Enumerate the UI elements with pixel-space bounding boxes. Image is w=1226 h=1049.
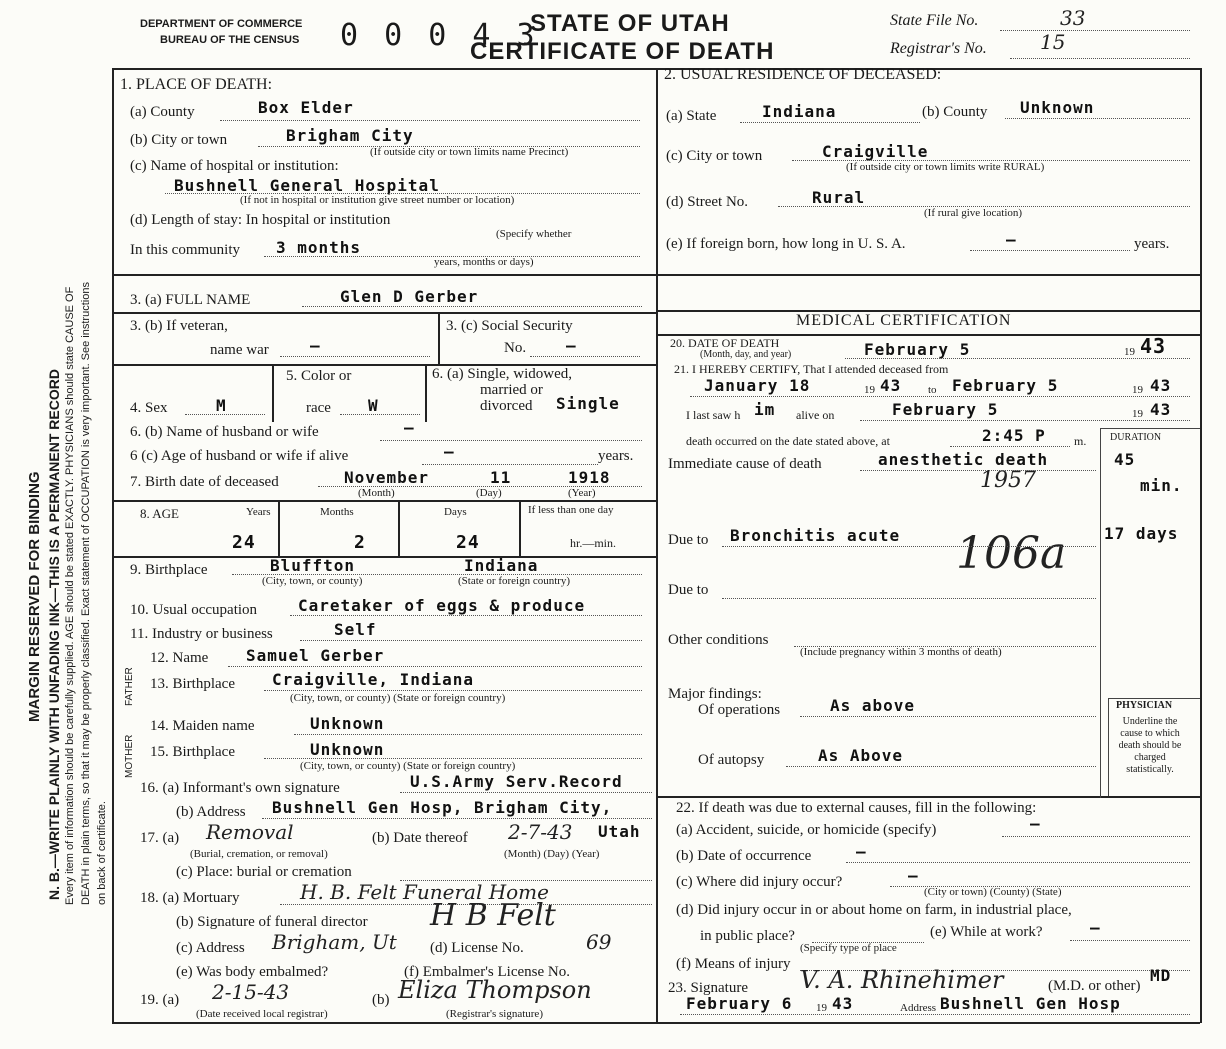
marital-label-3: divorced bbox=[480, 398, 533, 414]
dept-line-1: DEPARTMENT OF COMMERCE bbox=[140, 18, 303, 30]
received-label: 19. (a) bbox=[140, 992, 180, 1008]
res-county-label: (b) County bbox=[922, 104, 988, 120]
physician-sig-year-prefix: 19 bbox=[816, 1002, 827, 1014]
operations-label: Of operations bbox=[698, 702, 781, 718]
disposition-value: Removal bbox=[206, 820, 294, 844]
physician-address-label: Address bbox=[900, 1002, 937, 1014]
due-to-2-label: Due to bbox=[668, 582, 709, 598]
disposition-note: (Burial, cremation, or removal) bbox=[190, 848, 328, 860]
father-side-label: FATHER bbox=[124, 667, 135, 706]
margin-instructions-2: DEATH in plain terms, so that it may be properly classified. Exact statement of OCCUPATION is very important. See instructions bbox=[80, 282, 92, 905]
birth-date-label: 7. Birth date of deceased bbox=[130, 474, 279, 490]
state-heading: STATE OF UTAH bbox=[530, 10, 730, 37]
residence-heading: 2. USUAL RESIDENCE OF DECEASED: bbox=[664, 66, 942, 83]
external-e-label: (e) While at work? bbox=[930, 924, 1043, 940]
father-birth-value: Craigville, Indiana bbox=[272, 670, 475, 689]
external-f-label: (f) Means of injury bbox=[676, 956, 791, 972]
attended-from-year: 43 bbox=[880, 376, 902, 395]
age-years: 24 bbox=[232, 532, 256, 553]
war-value: — bbox=[310, 336, 321, 355]
mortuary-value: H. B. Felt Funeral Home bbox=[300, 880, 549, 904]
ss-no-label: No. bbox=[504, 340, 527, 356]
external-e-value: — bbox=[1090, 918, 1101, 937]
immediate-label: Immediate cause of death bbox=[668, 456, 822, 472]
operations-value: As above bbox=[830, 696, 916, 715]
age-days: 24 bbox=[456, 532, 480, 553]
spouse-age-value: — bbox=[444, 442, 455, 461]
father-name-label: 12. Name bbox=[150, 650, 209, 666]
full-name-label: 3. (a) FULL NAME bbox=[130, 292, 251, 308]
due-to-1-code: 106a bbox=[956, 528, 1067, 579]
physician-sig-label: 23. Signature bbox=[668, 980, 748, 996]
certify-label: 21. I HEREBY CERTIFY, That I attended deceased from bbox=[674, 362, 949, 376]
birth-month: November bbox=[344, 468, 430, 487]
disposition-date-note: (Month) (Day) (Year) bbox=[504, 848, 600, 860]
time-label: death occurred on the date stated above, at bbox=[686, 434, 890, 448]
birthplace-state: Indiana bbox=[464, 556, 539, 575]
registrar-value: 15 bbox=[1040, 30, 1066, 54]
to-label: to bbox=[928, 384, 937, 396]
mother-birth-label: 15. Birthplace bbox=[150, 744, 235, 760]
margin-ink-notice: N. B.—WRITE PLAINLY WITH UNFADING INK—THIS IS A PERMANENT RECORD bbox=[46, 369, 62, 900]
res-state-label: (a) State bbox=[666, 108, 717, 124]
physician-signature: V. A. Rhinehimer bbox=[800, 966, 1004, 994]
sex-value: M bbox=[216, 396, 227, 415]
medical-heading: MEDICAL CERTIFICATION bbox=[796, 312, 1012, 329]
street-label: (d) Street No. bbox=[666, 194, 749, 210]
due-to-1-duration: 17 days bbox=[1104, 524, 1179, 543]
license-label: (d) License No. bbox=[430, 940, 524, 956]
dod-label: 20. DATE OF DEATH bbox=[670, 336, 780, 350]
day-note: (Day) bbox=[476, 487, 502, 499]
informant-address-value: Bushnell Gen Hosp, Brigham City, bbox=[272, 798, 613, 817]
last-saw-year: 43 bbox=[1150, 400, 1172, 419]
father-birth-label: 13. Birthplace bbox=[150, 676, 235, 692]
burial-place-label: (c) Place: burial or cremation bbox=[176, 864, 352, 880]
industry-value: Self bbox=[334, 620, 377, 639]
street-value: Rural bbox=[812, 188, 866, 207]
res-city-note: (If outside city or town limits write RURAL) bbox=[846, 161, 1045, 173]
foreign-value: — bbox=[1006, 230, 1017, 249]
ss-value: — bbox=[566, 336, 577, 355]
dod-note: (Month, day, and year) bbox=[700, 349, 792, 360]
birthplace-label: 9. Birthplace bbox=[130, 562, 208, 578]
attended-to: February 5 bbox=[952, 376, 1059, 395]
city-note: (If outside city or town limits name Precinct) bbox=[370, 146, 569, 158]
stay-label: (d) Length of stay: In hospital or institution bbox=[130, 212, 391, 228]
external-c-value: — bbox=[908, 866, 919, 885]
hospital-note: (If not in hospital or institution give street number or location) bbox=[240, 194, 515, 206]
fd-address-label: (c) Address bbox=[176, 940, 245, 956]
external-a-value: — bbox=[1030, 814, 1041, 833]
war-label: name war bbox=[210, 342, 269, 358]
external-a-label: (a) Accident, suicide, or homicide (specify) bbox=[676, 822, 937, 838]
physician-sig-date: February 6 bbox=[686, 994, 793, 1013]
physician-sig-note: (M.D. or other) bbox=[1048, 978, 1141, 994]
age-label: 8. AGE bbox=[140, 506, 179, 521]
county-label: (a) County bbox=[130, 104, 195, 120]
embalmed-label: (e) Was body embalmed? bbox=[176, 964, 329, 980]
autopsy-value: As Above bbox=[818, 746, 904, 765]
informant-address-label: (b) Address bbox=[176, 804, 246, 820]
director-signature: H B Felt bbox=[430, 898, 556, 933]
age-years-header: Years bbox=[246, 506, 271, 518]
other-conditions-label: Other conditions bbox=[668, 632, 769, 648]
certificate-title: CERTIFICATE OF DEATH bbox=[470, 38, 775, 65]
spouse-age-label: 6 (c) Age of husband or wife if alive bbox=[130, 448, 349, 464]
race-label: race bbox=[306, 400, 331, 416]
color-label: 5. Color or bbox=[286, 368, 352, 384]
res-county-value: Unknown bbox=[1020, 98, 1095, 117]
mother-side-label: MOTHER bbox=[124, 734, 135, 778]
mother-birth-value: Unknown bbox=[310, 740, 385, 759]
physician-sig-year: 43 bbox=[832, 994, 854, 1013]
autopsy-label: Of autopsy bbox=[698, 752, 765, 768]
attended-to-year: 43 bbox=[1150, 376, 1172, 395]
occupation-value: Caretaker of eggs & produce bbox=[298, 596, 586, 615]
res-city-label: (c) City or town bbox=[666, 148, 763, 164]
external-b-value: — bbox=[856, 842, 867, 861]
dod-year: 43 bbox=[1140, 334, 1167, 358]
birth-day: 11 bbox=[490, 468, 512, 487]
spouse-label: 6. (b) Name of husband or wife bbox=[130, 424, 319, 440]
hospital-label: (c) Name of hospital or institution: bbox=[130, 158, 339, 174]
informant-sig-label: 16. (a) Informant's own signature bbox=[140, 780, 340, 796]
dept-line-2: BUREAU OF THE CENSUS bbox=[160, 34, 300, 46]
race-value: W bbox=[368, 396, 379, 415]
disposition-label: 17. (a) bbox=[140, 830, 180, 846]
foreign-years: years. bbox=[1134, 236, 1170, 252]
birthplace-city-note: (City, town, or county) bbox=[262, 575, 363, 587]
physician-address-value: Bushnell Gen Hosp bbox=[940, 994, 1121, 1013]
state-file-value: 33 bbox=[1060, 6, 1086, 30]
community-value: 3 months bbox=[276, 238, 362, 257]
occupation-label: 10. Usual occupation bbox=[130, 602, 258, 618]
age-days-header: Days bbox=[444, 506, 467, 518]
last-saw-him: im bbox=[754, 400, 776, 419]
age-months-header: Months bbox=[320, 506, 354, 518]
birth-year: 1918 bbox=[568, 468, 611, 487]
external-d-label: (d) Did injury occur in or about home on farm, in industrial place, bbox=[676, 902, 1072, 918]
attended-to-year-prefix: 19 bbox=[1132, 384, 1143, 396]
age-lessday-header: If less than one day bbox=[528, 504, 614, 516]
registrar-sig-label: (b) bbox=[372, 992, 390, 1008]
month-note: (Month) bbox=[358, 487, 395, 499]
state-file-label: State File No. bbox=[890, 12, 979, 29]
disposition-date-label: (b) Date thereof bbox=[372, 830, 468, 846]
ss-label: 3. (c) Social Security bbox=[446, 318, 573, 334]
license-value: 69 bbox=[586, 930, 612, 954]
specify-note: (Specify whether bbox=[496, 228, 572, 240]
registrar-label: Registrar's No. bbox=[890, 40, 987, 57]
external-heading: 22. If death was due to external causes, fill in the following: bbox=[676, 800, 1037, 816]
other-conditions-note: (Include pregnancy within 3 months of death) bbox=[800, 646, 1002, 658]
birthplace-city: Bluffton bbox=[270, 556, 356, 575]
disposition-state-value: Utah bbox=[598, 822, 641, 841]
time-m: m. bbox=[1074, 434, 1087, 448]
margin-instructions-3: on back of certificate. bbox=[96, 801, 108, 905]
mortuary-label: 18. (a) Mortuary bbox=[140, 890, 240, 906]
disposition-date-value: 2-7-43 bbox=[508, 820, 573, 844]
director-label: (b) Signature of funeral director bbox=[176, 914, 368, 930]
birthplace-state-note: (State or foreign country) bbox=[458, 575, 571, 587]
res-city-value: Craigville bbox=[822, 142, 929, 161]
age-hr-min: hr.—min. bbox=[570, 536, 617, 550]
immediate-unit: min. bbox=[1140, 476, 1183, 495]
time-value: 2:45 P bbox=[982, 426, 1046, 445]
last-saw-date: February 5 bbox=[892, 400, 999, 419]
county-value: Box Elder bbox=[258, 98, 354, 117]
physician-note: Underline the cause to which death should be charged statistically. bbox=[1118, 716, 1182, 775]
place-of-death-heading: 1. PLACE OF DEATH: bbox=[120, 76, 273, 93]
age-months: 2 bbox=[354, 532, 366, 553]
registrar-signature: Eliza Thompson bbox=[398, 976, 592, 1004]
external-c-label: (c) Where did injury occur? bbox=[676, 874, 843, 890]
city-value: Brigham City bbox=[286, 126, 414, 145]
community-label: In this community bbox=[130, 242, 240, 258]
spouse-value: — bbox=[404, 418, 415, 437]
due-to-1-label: Due to bbox=[668, 532, 709, 548]
years-note: years, months or days) bbox=[434, 256, 534, 268]
industry-label: 11. Industry or business bbox=[130, 626, 273, 642]
registrar-note: (Registrar's signature) bbox=[446, 1008, 543, 1020]
external-d-note: (Specify type of place bbox=[800, 942, 897, 954]
veteran-label: 3. (b) If veteran, bbox=[130, 318, 228, 334]
last-saw-label: I last saw h bbox=[686, 408, 741, 422]
mother-birth-note: (City, town, or county) (State or foreign country) bbox=[300, 760, 516, 772]
year-note: (Year) bbox=[568, 487, 596, 499]
mother-name-label: 14. Maiden name bbox=[150, 718, 255, 734]
father-birth-note: (City, town, or county) (State or foreign country) bbox=[290, 692, 506, 704]
received-value: 2-15-43 bbox=[212, 980, 290, 1004]
foreign-label: (e) If foreign born, how long in U. S. A. bbox=[666, 236, 906, 252]
immediate-code: 1957 bbox=[980, 468, 1036, 493]
attended-from: January 18 bbox=[704, 376, 811, 395]
full-name-value: Glen D Gerber bbox=[340, 287, 479, 306]
physician-sig-suffix: MD bbox=[1150, 966, 1172, 985]
margin-binding-text: MARGIN RESERVED FOR BINDING bbox=[26, 471, 43, 722]
sex-label: 4. Sex bbox=[130, 400, 168, 416]
major-findings-label: Major findings: bbox=[668, 686, 762, 702]
res-state-value: Indiana bbox=[762, 102, 837, 121]
immediate-value: anesthetic death bbox=[878, 450, 1049, 469]
last-saw-year-prefix: 19 bbox=[1132, 408, 1143, 420]
marital-label-2: married or bbox=[480, 382, 543, 398]
received-note: (Date received local registrar) bbox=[196, 1008, 328, 1020]
immediate-duration: 45 bbox=[1114, 450, 1136, 469]
margin-instructions-1: Every item of information should be carefully supplied. AGE should be stated EXACTLY. PHYSICIANS should state CAUSE OF bbox=[64, 286, 76, 905]
external-d-label-2: in public place? bbox=[700, 928, 795, 944]
marital-value: Single bbox=[556, 394, 620, 413]
father-name-value: Samuel Gerber bbox=[246, 646, 385, 665]
external-c-note: (City or town) (County) (State) bbox=[924, 886, 1062, 898]
certificate-number: 0 0 0 4 3 bbox=[340, 18, 539, 53]
mother-name-value: Unknown bbox=[310, 714, 385, 733]
fd-address-value: Brigham, Ut bbox=[272, 930, 397, 954]
dod-year-prefix: 19 bbox=[1124, 346, 1135, 358]
spouse-age-unit: years. bbox=[598, 448, 634, 464]
street-note: (If rural give location) bbox=[924, 207, 1023, 219]
physician-header: PHYSICIAN bbox=[1116, 700, 1173, 711]
city-label: (b) City or town bbox=[130, 132, 228, 148]
due-to-1-value: Bronchitis acute bbox=[730, 526, 901, 545]
informant-sig-value: U.S.Army Serv.Record bbox=[410, 772, 623, 791]
marital-label-1: 6. (a) Single, widowed, bbox=[432, 366, 572, 382]
duration-header: DURATION bbox=[1110, 432, 1162, 443]
external-b-label: (b) Date of occurrence bbox=[676, 848, 812, 864]
dod-value: February 5 bbox=[864, 340, 971, 359]
embalmer-label: (f) Embalmer's License No. bbox=[404, 964, 570, 980]
attended-from-year-prefix: 19 bbox=[864, 384, 875, 396]
alive-on-label: alive on bbox=[796, 408, 835, 422]
hospital-value: Bushnell General Hospital bbox=[174, 176, 440, 195]
